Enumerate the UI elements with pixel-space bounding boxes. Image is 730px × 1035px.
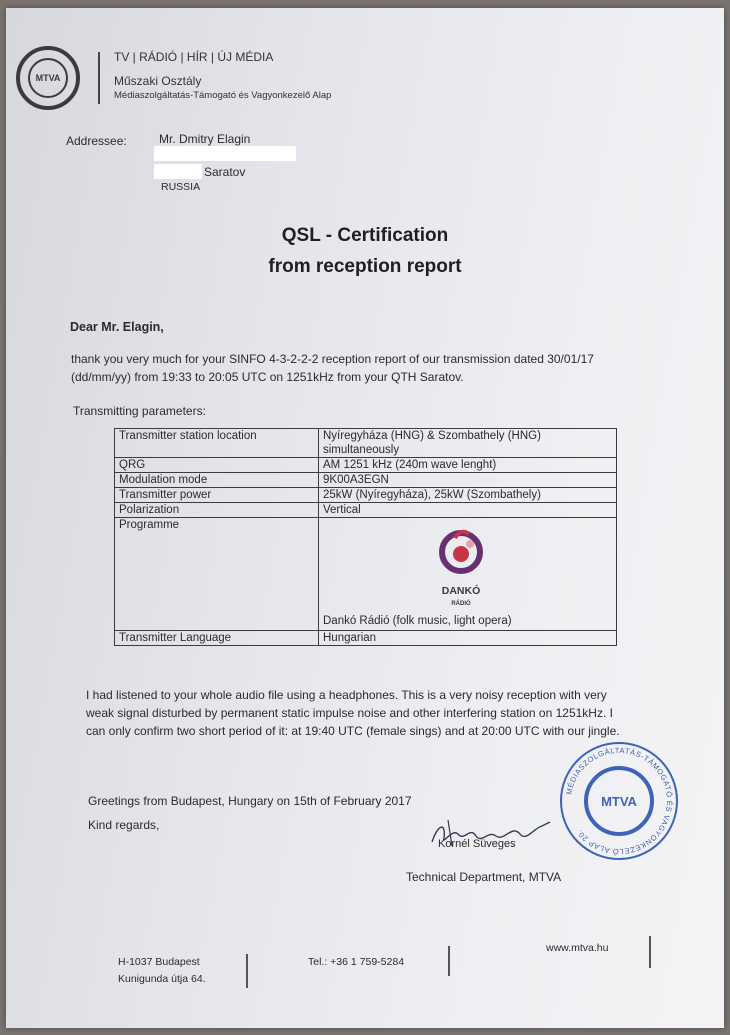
table-row — [115, 458, 617, 473]
param-value — [319, 429, 617, 458]
greeting: Greetings from Budapest, Hungary on 15th of February 2017 — [88, 794, 412, 808]
param-label: Transmitter Language — [115, 631, 319, 646]
station-value-line-1: Nyíregyháza (HNG) & Szombathely (HNG) — [323, 430, 541, 442]
footer-address-1: H-1037 Budapest — [118, 956, 200, 968]
qsl-letter-page — [6, 8, 724, 1028]
addressee-name: Mr. Dmitry Elagin — [159, 132, 251, 146]
param-value: Hungarian — [319, 631, 617, 646]
footer-address-2: Kunigunda útja 64. — [118, 973, 206, 985]
redacted-street — [154, 146, 296, 161]
param-label: Transmitter station location — [115, 429, 319, 458]
certificate-title: QSL - Certification — [281, 225, 449, 246]
table-row — [115, 488, 617, 503]
param-label: Transmitter power — [115, 488, 319, 503]
mtva-logo — [16, 46, 80, 110]
station-value-line-2: simultaneously — [323, 444, 400, 456]
footer-phone: Tel.: +36 1 759-5284 — [308, 956, 405, 968]
param-value: 25kW (Nyíregyháza), 25kW (Szombathely) — [319, 488, 617, 503]
header-divider — [98, 52, 100, 104]
header-media-line: TV | RÁDIÓ | HÍR | ÚJ MÉDIA — [114, 50, 274, 64]
param-value: Vertical — [319, 503, 617, 518]
footer-website: www.mtva.hu — [546, 942, 609, 954]
param-label: QRG — [115, 458, 319, 473]
danko-logo-sub: RÁDIÓ — [451, 601, 471, 607]
signer-department: Technical Department, MTVA — [406, 870, 562, 884]
stamp-ring-text — [560, 742, 678, 860]
params-heading: Transmitting parameters: — [73, 404, 206, 418]
addressee-country: RUSSIA — [161, 181, 201, 193]
table-row — [115, 473, 617, 488]
body-line-2: weak signal disturbed by permanent static impulse noise and other interfering station on 1251kHz. I — [86, 706, 613, 720]
footer-divider — [448, 946, 450, 976]
intro-line-2: (dd/mm/yy) from 19:33 to 20:05 UTC on 1251kHz from your QTH Saratov. — [71, 370, 464, 384]
signer-name: Kornél Süveges — [438, 838, 516, 850]
danko-logo-name: DANKÓ — [441, 585, 481, 597]
addressee-label: Addressee: — [66, 134, 127, 148]
header-organization: Médiaszolgáltatás-Támogató és Vagyonkezelő Alap — [114, 90, 332, 101]
danko-radio-logo — [323, 518, 612, 614]
param-value — [319, 518, 617, 631]
redacted-postcode — [154, 164, 202, 179]
programme-value: Dankó Rádió (folk music, light opera) — [323, 615, 512, 627]
salutation: Dear Mr. Elagin, — [70, 320, 164, 334]
intro-line-1: thank you very much for your SINFO 4-3-2-2-2 reception report of our transmission dated 30/01/17 — [71, 352, 594, 366]
header-department: Műszaki Osztály — [114, 74, 202, 88]
table-row — [115, 429, 617, 458]
transmitting-parameters-table — [114, 428, 617, 646]
mtva-logo-text: MTVA — [28, 58, 68, 98]
table-row — [115, 518, 617, 631]
body-line-3: can only confirm two short period of it: at 19:40 UTC (female sings) and at 20:00 UTC with our jingle. — [86, 724, 620, 738]
param-value: 9K00A3EGN — [319, 473, 617, 488]
table-row — [115, 503, 617, 518]
param-label: Modulation mode — [115, 473, 319, 488]
body-line-1: I had listened to your whole audio file using a headphones. This is a very noisy reception with very — [86, 688, 607, 702]
kind-regards: Kind regards, — [88, 818, 160, 832]
param-label: Polarization — [115, 503, 319, 518]
param-label: Programme — [115, 518, 319, 631]
addressee-city: Saratov — [204, 165, 246, 179]
certificate-subtitle: from reception report — [268, 256, 462, 277]
stamp-center: MTVA — [584, 766, 654, 836]
param-value: AM 1251 kHz (240m wave lenght) — [319, 458, 617, 473]
footer-divider — [246, 954, 248, 988]
danko-radio-icon — [435, 524, 487, 576]
footer-divider — [649, 936, 651, 968]
svg-text:MÉDIASZOLGÁLTATÁS-TÁMOGATÓ ÉS: MÉDIASZOLGÁLTATÁS-TÁMOGATÓ ÉS VAGYONKEZELŐ ALAP 20. — [564, 745, 675, 857]
table-row — [115, 631, 617, 646]
